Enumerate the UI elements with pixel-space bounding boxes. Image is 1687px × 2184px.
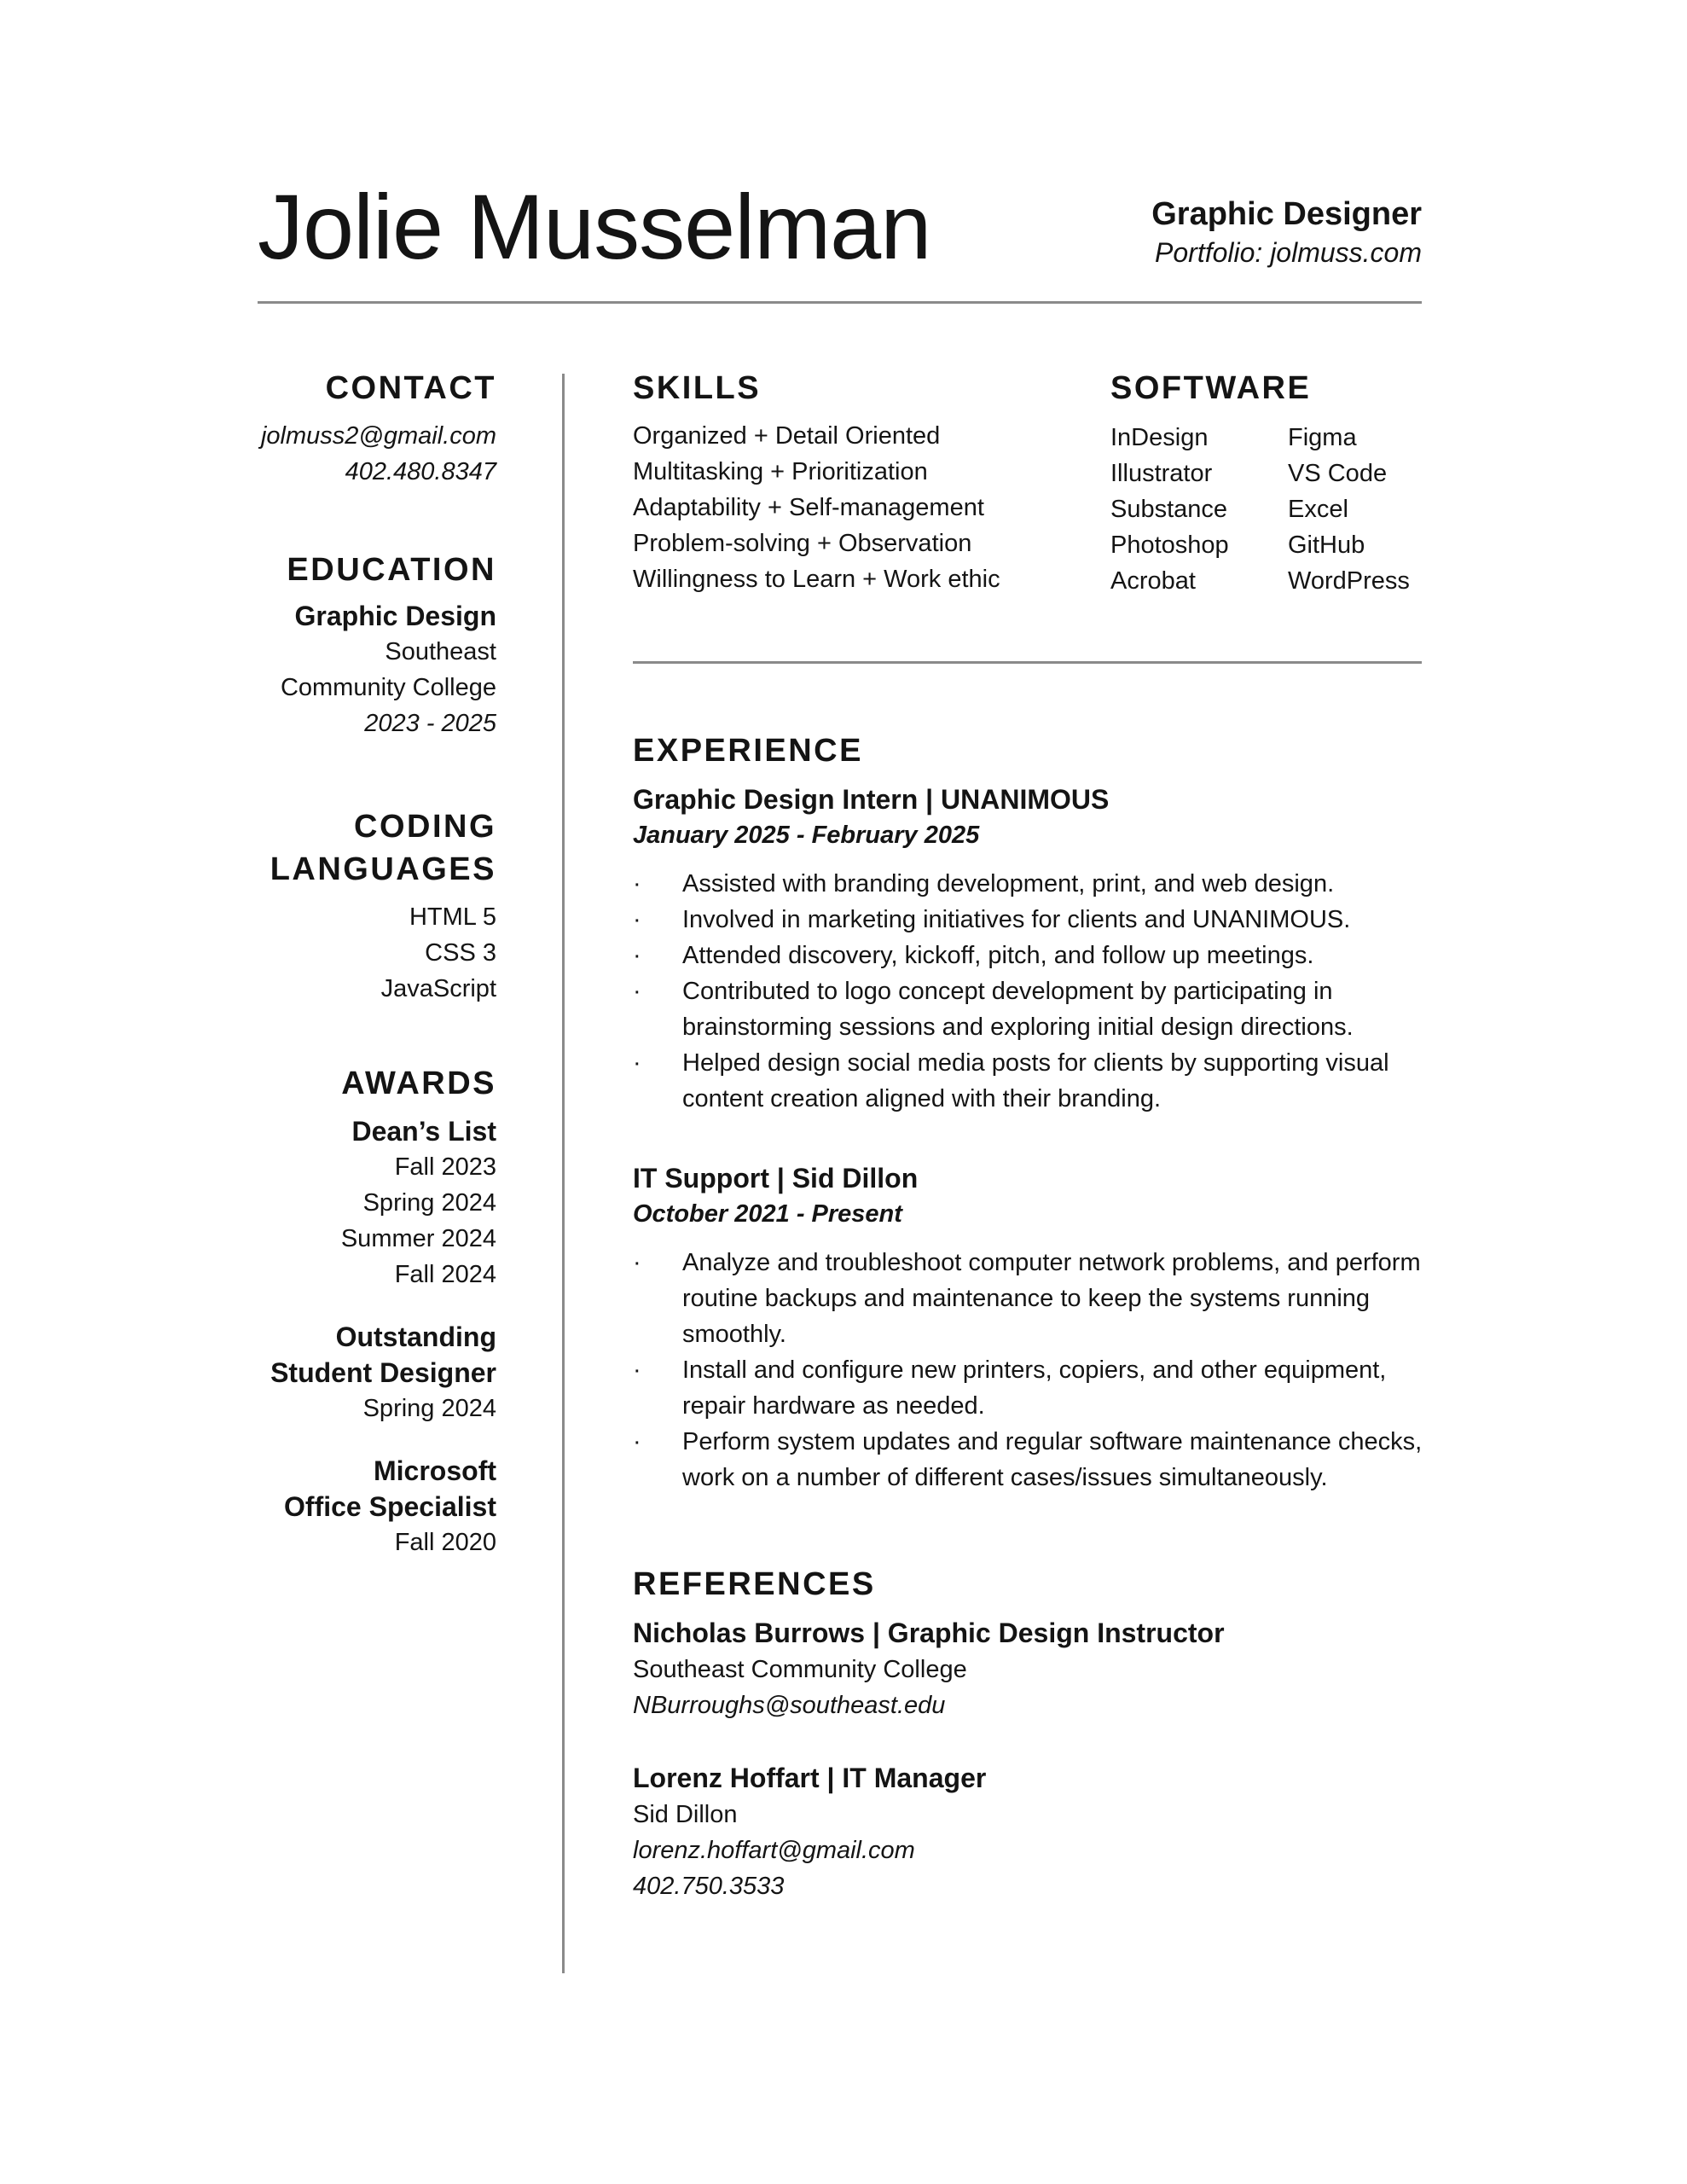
skill-item: Adaptability + Self-management	[633, 494, 984, 521]
bullet-item	[633, 973, 1426, 1045]
job-role: Graphic Designer	[1151, 196, 1422, 232]
skill-item: Multitasking + Prioritization	[633, 458, 928, 485]
software-item: Illustrator	[1110, 460, 1213, 487]
reference-email[interactable]: lorenz.hoffart@gmail.com	[633, 1837, 915, 1864]
bullet-dot: ·	[633, 906, 641, 933]
bullet-item	[633, 866, 1426, 902]
job-bullets	[633, 1245, 1426, 1496]
award-date: Fall 2024	[394, 1261, 496, 1288]
software-section	[1110, 367, 1311, 599]
job-dates: October 2021 - Present	[633, 1200, 902, 1228]
coding-section	[205, 805, 496, 1007]
coding-item: JavaScript	[380, 975, 496, 1002]
portfolio-link[interactable]: Portfolio: jolmuss.com	[1155, 237, 1422, 268]
bullet-text: Helped design social media posts for clients by supporting visual content creation aligned with their branding.	[682, 1049, 1389, 1112]
reference-entry	[633, 1614, 1225, 1723]
reference-org: Southeast Community College	[633, 1656, 967, 1683]
job-title: IT Support | Sid Dillon	[633, 1163, 919, 1194]
header-divider	[258, 301, 1422, 304]
award-item	[205, 1453, 496, 1560]
education-school-line2: Community College	[280, 674, 496, 701]
software-item: Excel	[1288, 496, 1348, 523]
reference-phone: 402.750.3533	[633, 1873, 785, 1900]
job-title: Graphic Design Intern | UNANIMOUS	[633, 784, 1110, 815]
bullet-dot: ·	[633, 1249, 641, 1276]
reference-title: Nicholas Burrows | Graphic Design Instructor	[633, 1618, 1225, 1648]
software-item: Substance	[1110, 496, 1228, 523]
award-title: Outstanding	[335, 1321, 496, 1352]
award-title: Microsoft	[374, 1455, 496, 1486]
award-title: Student Designer	[270, 1357, 496, 1388]
software-item: Figma	[1288, 424, 1357, 451]
bullet-text: Contributed to logo concept development by participating in brainstorming sessions and exploring initial design directions.	[682, 978, 1354, 1041]
job-dates: January 2025 - February 2025	[633, 822, 980, 849]
contact-heading: CONTACT	[325, 370, 496, 406]
awards-section	[205, 1062, 496, 1560]
bullet-text: Assisted with branding development, print, and web design.	[682, 870, 1335, 897]
bullet-dot: ·	[633, 942, 641, 969]
bullet-text: Attended discovery, kickoff, pitch, and follow up meetings.	[682, 942, 1314, 969]
bullet-dot: ·	[633, 1049, 641, 1077]
bullet-dot: ·	[633, 1356, 641, 1384]
contact-phone: 402.480.8347	[345, 458, 496, 485]
software-column-2	[1288, 420, 1410, 599]
skills-heading: SKILLS	[633, 370, 762, 406]
education-section	[205, 549, 496, 741]
awards-heading: AWARDS	[341, 1066, 496, 1101]
skill-item: Organized + Detail Oriented	[633, 422, 941, 450]
bullet-item	[633, 938, 1426, 973]
bullet-text: Perform system updates and regular software maintenance checks, work on a number of different cases/issues simultaneously.	[682, 1428, 1423, 1491]
bullet-text: Involved in marketing initiatives for clients and UNANIMOUS.	[682, 906, 1351, 933]
award-title: Dean’s List	[351, 1116, 496, 1147]
software-item: InDesign	[1110, 424, 1209, 451]
award-date: Spring 2024	[362, 1395, 496, 1422]
award-item	[205, 1319, 496, 1426]
award-date: Fall 2023	[394, 1153, 496, 1181]
bullet-item	[633, 1352, 1426, 1424]
resume-name: Jolie Musselman	[258, 175, 931, 278]
contact-section	[205, 367, 496, 490]
skill-item: Willingness to Learn + Work ethic	[633, 566, 1000, 593]
skill-item: Problem-solving + Observation	[633, 530, 972, 557]
software-item: GitHub	[1288, 531, 1365, 559]
skills-divider	[633, 661, 1422, 664]
bullet-dot: ·	[633, 870, 641, 897]
award-item	[205, 1113, 496, 1292]
software-item: Photoshop	[1110, 531, 1229, 559]
bullet-item	[633, 1245, 1426, 1352]
experience-section	[633, 729, 1426, 1496]
bullet-text: Analyze and troubleshoot computer network problems, and perform routine backups and maintenance to keep the systems running smoothly.	[682, 1249, 1421, 1348]
job-bullets	[633, 866, 1426, 1117]
award-date: Spring 2024	[362, 1189, 496, 1217]
coding-item: HTML 5	[409, 903, 496, 931]
software-item: WordPress	[1288, 567, 1410, 595]
coding-heading-line1: CODING	[354, 809, 496, 845]
job-entry	[633, 781, 1426, 1117]
bullet-item	[633, 1045, 1426, 1117]
reference-org: Sid Dillon	[633, 1801, 738, 1828]
reference-entry	[633, 1759, 1225, 1904]
bullet-dot: ·	[633, 978, 641, 1005]
education-heading: EDUCATION	[287, 552, 496, 588]
coding-heading-line2: LANGUAGES	[270, 851, 496, 887]
references-heading: REFERENCES	[633, 1566, 876, 1602]
references-section	[633, 1563, 1225, 1904]
skills-section	[633, 367, 1000, 597]
software-item: Acrobat	[1110, 567, 1196, 595]
award-title: Office Specialist	[284, 1491, 496, 1522]
experience-heading: EXPERIENCE	[633, 733, 863, 769]
column-divider	[562, 374, 565, 1973]
software-heading: SOFTWARE	[1110, 370, 1312, 406]
bullet-item	[633, 902, 1426, 938]
award-date: Fall 2020	[394, 1529, 496, 1556]
reference-email[interactable]: NBurroughs@southeast.edu	[633, 1692, 946, 1719]
bullet-text: Install and configure new printers, copiers, and other equipment, repair hardware as needed.	[682, 1356, 1387, 1420]
bullet-dot: ·	[633, 1428, 641, 1455]
education-school-line1: Southeast	[385, 638, 496, 665]
contact-email[interactable]: jolmuss2@gmail.com	[260, 422, 496, 450]
award-date: Summer 2024	[340, 1225, 496, 1252]
coding-item: CSS 3	[425, 939, 496, 967]
software-item: VS Code	[1288, 460, 1388, 487]
reference-title: Lorenz Hoffart | IT Manager	[633, 1763, 987, 1793]
education-program: Graphic Design	[294, 601, 496, 631]
bullet-item	[633, 1424, 1426, 1496]
job-entry	[633, 1159, 1426, 1496]
education-years: 2023 - 2025	[364, 710, 496, 737]
